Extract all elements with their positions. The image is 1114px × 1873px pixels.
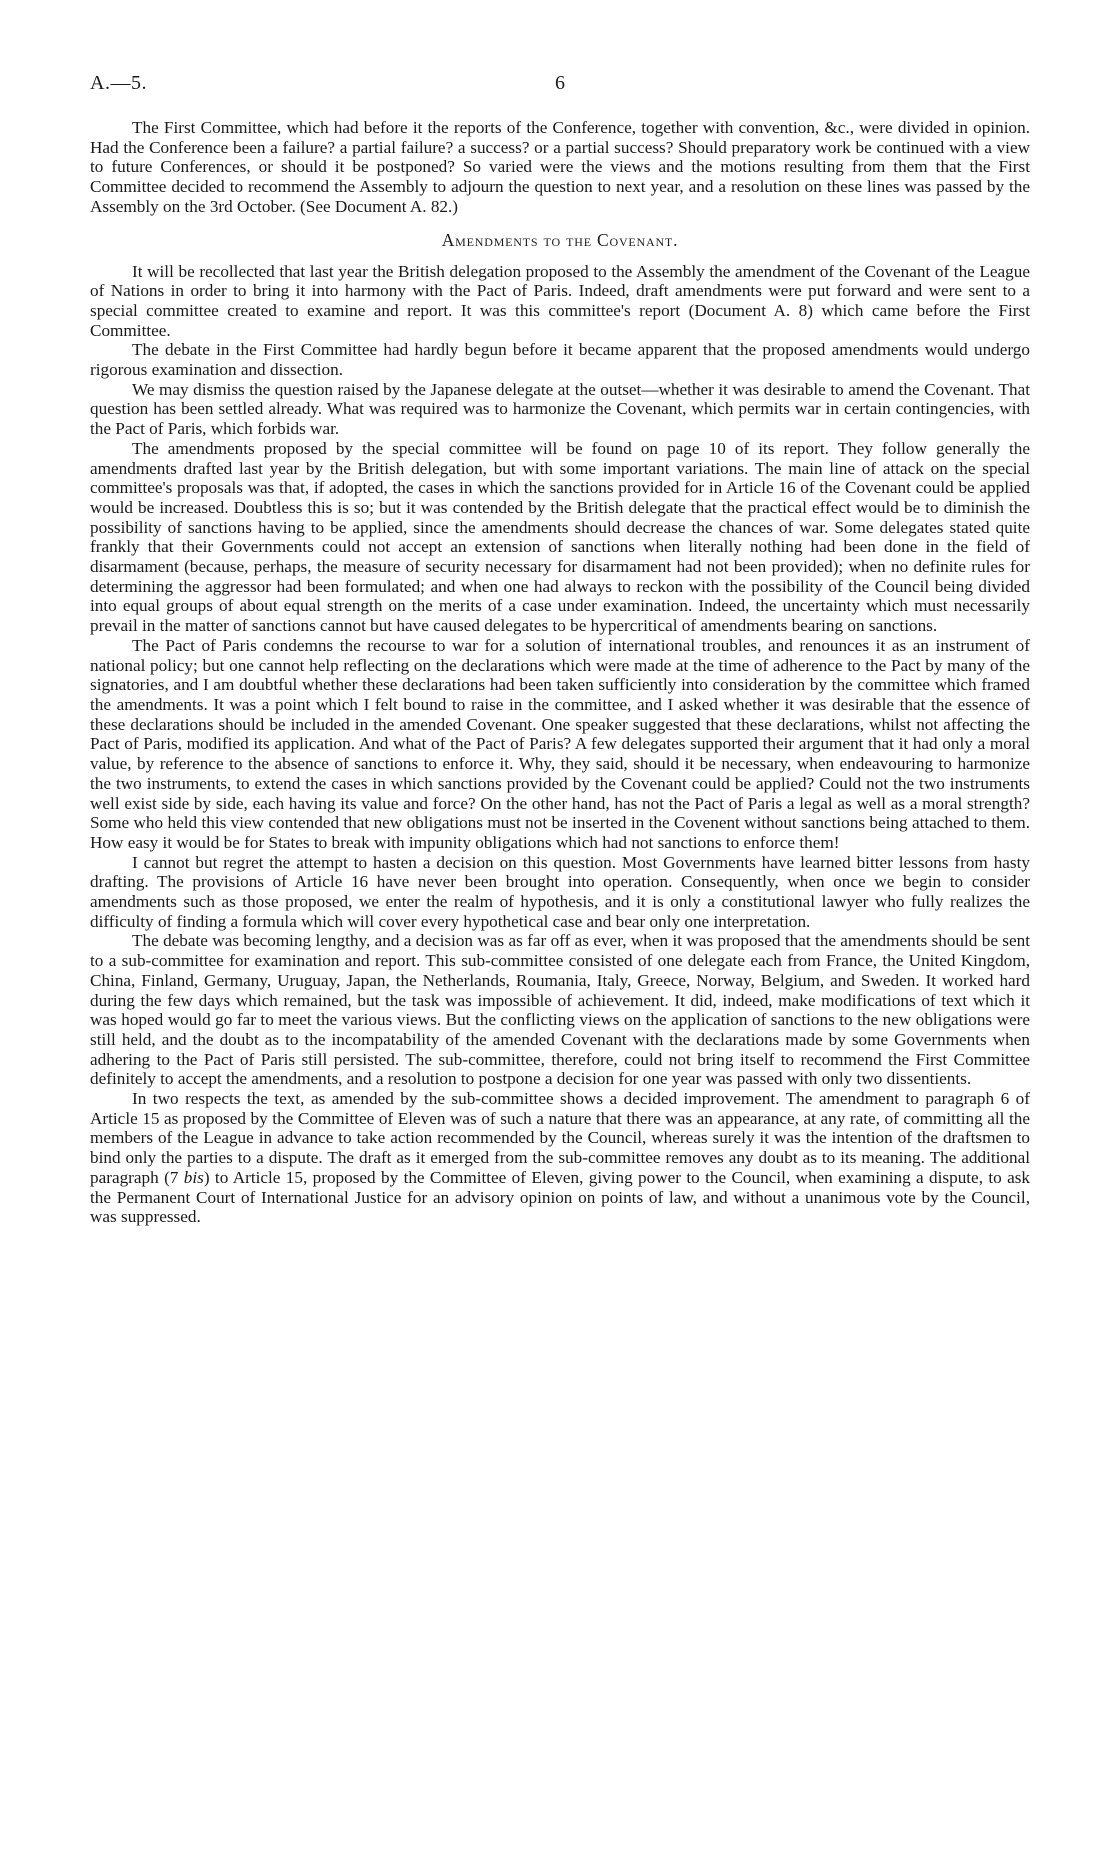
- page-number: 6: [555, 72, 565, 94]
- paragraph-text-improvements: [90, 1089, 1030, 1227]
- paragraph-text-improvements-part2: ) to Article 15, proposed by the Committee of Eleven, giving power to the Council, when examining a dispute, to ask the Permanent Court of International Justice for an advisory opinion on points of law, and without a unanimous vote by the Council, was suppressed.: [90, 1167, 1030, 1227]
- paragraph-debate-began: The debate in the First Committee had hardly begun before it became apparent that the proposed amendments would undergo rigorous examination and dissection.: [90, 340, 1030, 380]
- paragraph-british-delegation-proposal: It will be recollected that last year the British delegation proposed to the Assembly the amendment of the Covenant of the League of Nations in order to bring it into harmony with the Pact of Paris. Indeed, draft amendments were put forward and were sent to a special committee created to examine and report. It was this committee's report (Document A. 8) which came before the First Committee.: [90, 261, 1030, 340]
- paragraph-japanese-delegate: We may dismiss the question raised by the Japanese delegate at the outset—whether it was desirable to amend the Covenant. That question has been settled already. What was required was to harmonize the Covenant, which permits war in certain contingencies, with the Pact of Paris, which forbids war.: [90, 379, 1030, 439]
- section-title-amendments: Amendments to the Covenant.: [441, 229, 679, 250]
- paragraph-sub-committee: The debate was becoming lengthy, and a decision was as far off as ever, when it was proposed that the amendments should be sent to a sub-committee for examination and report. This sub-committee consisted of one delegate each from France, the United Kingdom, China, Finland, Germany, Uruguay, Japan, the Netherlands, Roumania, Italy, Greece, Norway, Belgium, and Sweden. It worked hard during the few days which remained, but the task was impossible of achievement. It did, indeed, make modifications of text which it was hoped would go far to meet the various views. But the conflicting views on the application of sanctions to the new obligations were still held, and the doubt as to the incompatability of the amended Covenant with the declarations made by some Governments when adhering to the Pact of Paris still persisted. The sub-committee, therefore, could not bring itself to recommend the First Committee definitely to accept the amendments, and a resolution to postpone a decision for one year was passed with only two dissentients.: [90, 931, 1030, 1089]
- document-reference: A.—5.: [90, 72, 147, 94]
- paragraph-text-improvements-part1: In two respects the text, as amended by the sub-committee shows a decided improvement. The amendment to paragraph 6 of Article 15 as proposed by the Committee of Eleven was of such a nature that there was an appearance, at any rate, of committing all the members of the League in advance to take action recommended by the Council, whereas surely it was the intention of the draftsmen to bind only the parties to a dispute. The draft as it emerged from the sub-committee removes any doubt as to its meaning. The additional paragraph (7: [90, 1089, 1030, 1187]
- paragraph-hasty-drafting: I cannot but regret the attempt to hasten a decision on this question. Most Governments have learned bitter lessons from hasty drafting. The provisions of Article 16 have never been brought into operation. Consequently, when once we begin to consider amendments such as those proposed, we enter the realm of hypothesis, and it is only a constitutional lawyer who fully realizes the difficulty of finding a formula which will cover every hypothetical case and bear only one interpretation.: [90, 852, 1030, 931]
- document-body: [90, 118, 1030, 1227]
- paragraph-amendments-sanctions: The amendments proposed by the special committee will be found on page 10 of its report. They follow generally the amendments drafted last year by the British delegation, but with some important variations. The main line of attack on the special committee's proposals was that, if adopted, the cases in which the sanctions provided for in Article 16 of the Covenant could be applied would be increased. Doubtless this is so; but it was contended by the British delegate that the practical effect would be to diminish the possibility of sanctions having to be applied, since the amendments should decrease the chances of war. Some delegates stated quite frankly that their Governments could not accept an extension of sanctions when literally nothing had been done in the field of disarmament (because, perhaps, the measure of security necessary for disarmament had not been provided); when no definite rules for determining the aggressor had been formulated; and when one had always to reckon with the possibility of the Council being divided into equal groups of about equal strength on the merits of a case under examination. Indeed, the uncertainty which must necessarily prevail in the matter of sanctions cannot but have caused delegates to be hypercritical of amendments bearing on sanctions.: [90, 438, 1030, 636]
- paragraph-first-committee-conference: The First Committee, which had before it the reports of the Conference, together with convention, &c., were divided in opinion. Had the Conference been a failure? a partial failure? a success? or a partial success? Should preparatory work be continued with a view to future Conferences, or should it be postponed? So varied were the views and the motions resulting from them that the First Committee decided to recommend the Assembly to adjourn the question to next year, and a resolution on these lines was passed by the Assembly on the 3rd October. (See Document A. 82.): [90, 118, 1030, 216]
- page-header: [90, 72, 1030, 102]
- paragraph-text-improvements-italic: bis: [183, 1167, 204, 1187]
- paragraph-pact-of-paris: The Pact of Paris condemns the recourse to war for a solution of international troubles, and renounces it as an instrument of national policy; but one cannot help reflecting on the declarations which were made at the time of adherence to the Pact by many of the signatories, and I am doubtful whether these declarations had been taken sufficiently into consideration by the committee which framed the amendments. It was a point which I felt bound to raise in the committee, and I asked whether it was desirable that the essence of these declarations should be included in the amended Covenant. One speaker suggested that these declarations, whilst not affecting the Pact of Paris, modified its application. And what of the Pact of Paris? A few delegates supported their argument that it had only a moral value, by reference to the absence of sanctions to enforce it. Why, they said, should it be necessary, when endeavouring to harmonize the two instruments, to extend the cases in which sanctions provided by the Covenant could be applied? Could not the two instruments well exist side by side, each having its value and force? On the other hand, has not the Pact of Paris a legal as well as a moral strength? Some who held this view contended that new obligations must not be inserted in the Covenent without sanctions being attached to them. How easy it would be for States to break with impunity obligations which had not sanctions to enforce them!: [90, 635, 1030, 852]
